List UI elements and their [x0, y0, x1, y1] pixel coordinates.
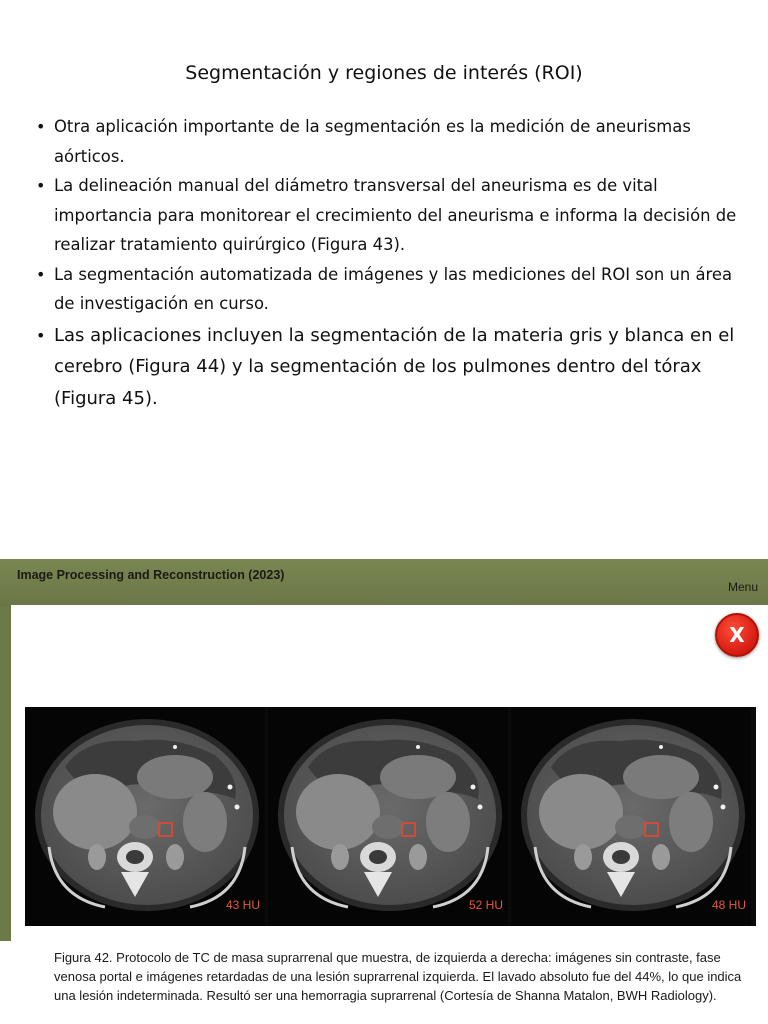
ct-panel-noncontrast — [25, 707, 265, 926]
ct-scan-image — [511, 707, 751, 926]
hu-label: 43 HU — [225, 898, 260, 912]
ct-panel-portal-venous — [268, 707, 508, 926]
hu-label: 48 HU — [711, 898, 746, 912]
close-icon: X — [729, 623, 745, 647]
ct-panel-delayed — [511, 707, 751, 926]
menu-button[interactable]: Menu — [727, 580, 758, 594]
bullet-item: • La segmentación automatizada de imágenes y las mediciones del ROI son un área de investigación en curso. — [30, 260, 742, 319]
bullet-item: • Otra aplicación importante de la segmentación es la medición de aneurismas aórticos. — [30, 112, 742, 171]
ct-image-strip — [25, 707, 756, 926]
hu-label: 52 HU — [468, 898, 503, 912]
slide-title: Segmentación y regiones de interés (ROI) — [185, 62, 583, 84]
bullet-item: • Las aplicaciones incluyen la segmentación de la materia gris y blanca en el cerebro (Figura 44) y la segmentación de los pulmones dentro del tórax (Figura 45). — [30, 320, 742, 415]
bullet-item: • La delineación manual del diámetro transversal del aneurisma es de vital importancia para monitorear el crecimiento del aneurisma e informa la decisión de realizar tratamiento quirúrgico (Figura 43). — [30, 171, 742, 260]
ct-scan-image — [268, 707, 508, 926]
app-title: Image Processing and Reconstruction (2023) — [17, 568, 285, 582]
ct-scan-image — [25, 707, 265, 926]
bullet-list — [30, 112, 742, 414]
figure-caption: Figura 42. Protocolo de TC de masa suprarrenal que muestra, de izquierda a derecha: imágenes sin contraste, fase venosa portal e imágenes retardadas de una lesión suprarrenal izquierda. El lavado absoluto fue del 44%, lo que indica una lesión indeterminada. Resultó ser una hemorragia suprarrenal (Cortesía de Shanna Matalon, BWH Radiology). — [54, 950, 742, 1004]
close-button[interactable] — [715, 613, 759, 657]
app-header — [0, 559, 768, 607]
